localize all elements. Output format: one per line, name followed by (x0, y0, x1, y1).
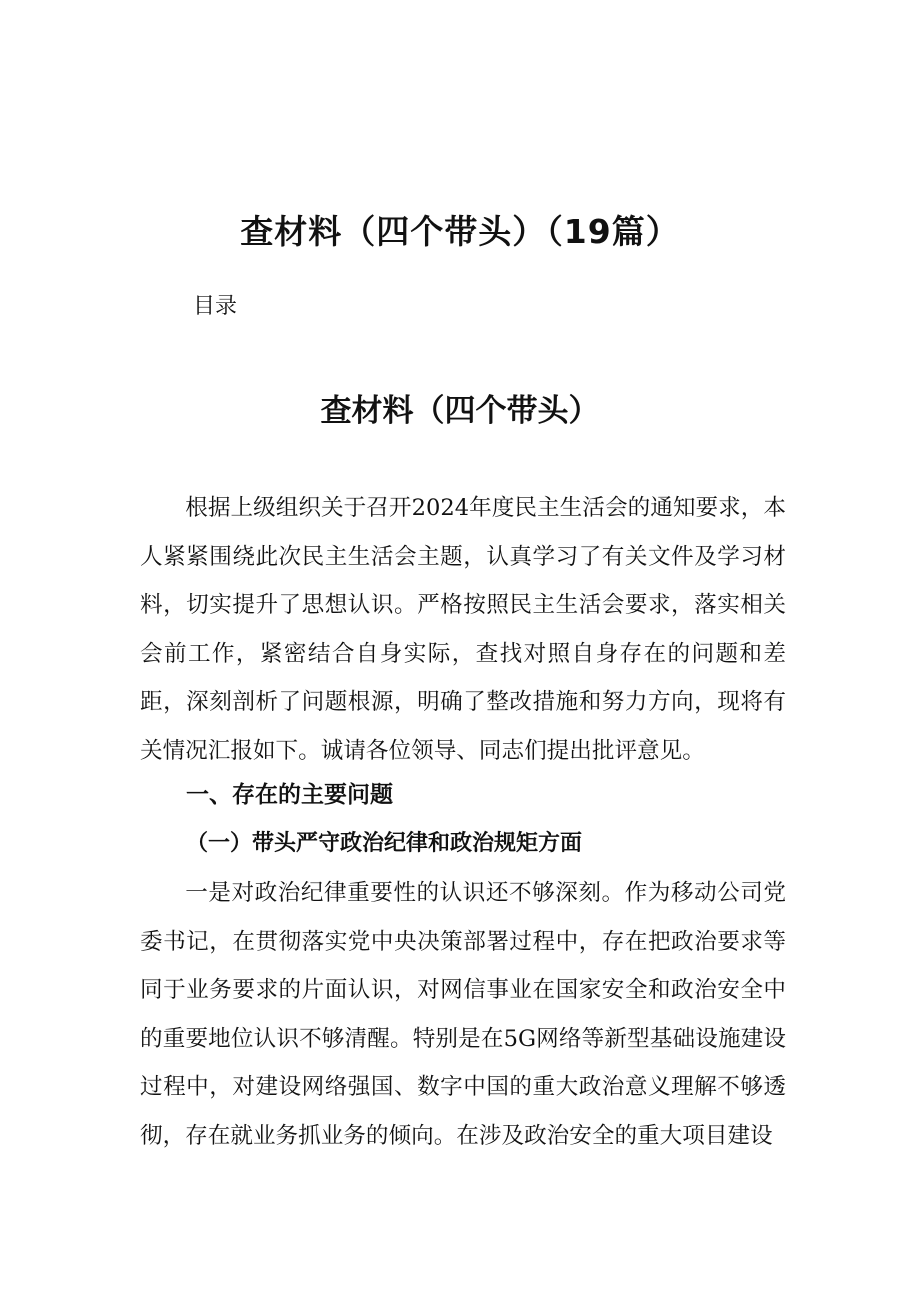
intro-paragraph: 根据上级组织关于召开2024年度民主生活会的通知要求，本人紧紧围绕此次民主生活会主题，认真学习了有关文件及学习材料，切实提升了思想认识。严格按照民主生活会要求，落实相关会前工作，紧密结合自身实际，查找对照自身存在的问题和差距，深刻剖析了问题根源，明确了整改措施和努力方向，现将有关情况汇报如下。诚请各位领导、同志们提出批评意见。 (140, 495, 786, 764)
document-title: 查材料（四个带头）（19篇） (240, 212, 680, 251)
subsection-heading: （一）带头严守政治纪律和政治规矩方面 (186, 830, 583, 856)
body-paragraph: 一是对政治纪律重要性的认识还不够深刻。作为移动公司党委书记，在贯彻落实党中央决策部署过程中，存在把政治要求等同于业务要求的片面认识，对网信事业在国家安全和政治安全中的重要地位认识不够清醒。特别是在5G网络等新型基础设施建设过程中，对建设网络强国、数字中国的重大政治意义理解不够透彻，存在就业务抓业务的倾向。在涉及政治安全的重大项目建设 (140, 880, 786, 1149)
section-heading: 一、存在的主要问题 (186, 782, 393, 808)
section-title: 查材料（四个带头） (320, 393, 600, 429)
toc-label: 目录 (193, 294, 238, 319)
